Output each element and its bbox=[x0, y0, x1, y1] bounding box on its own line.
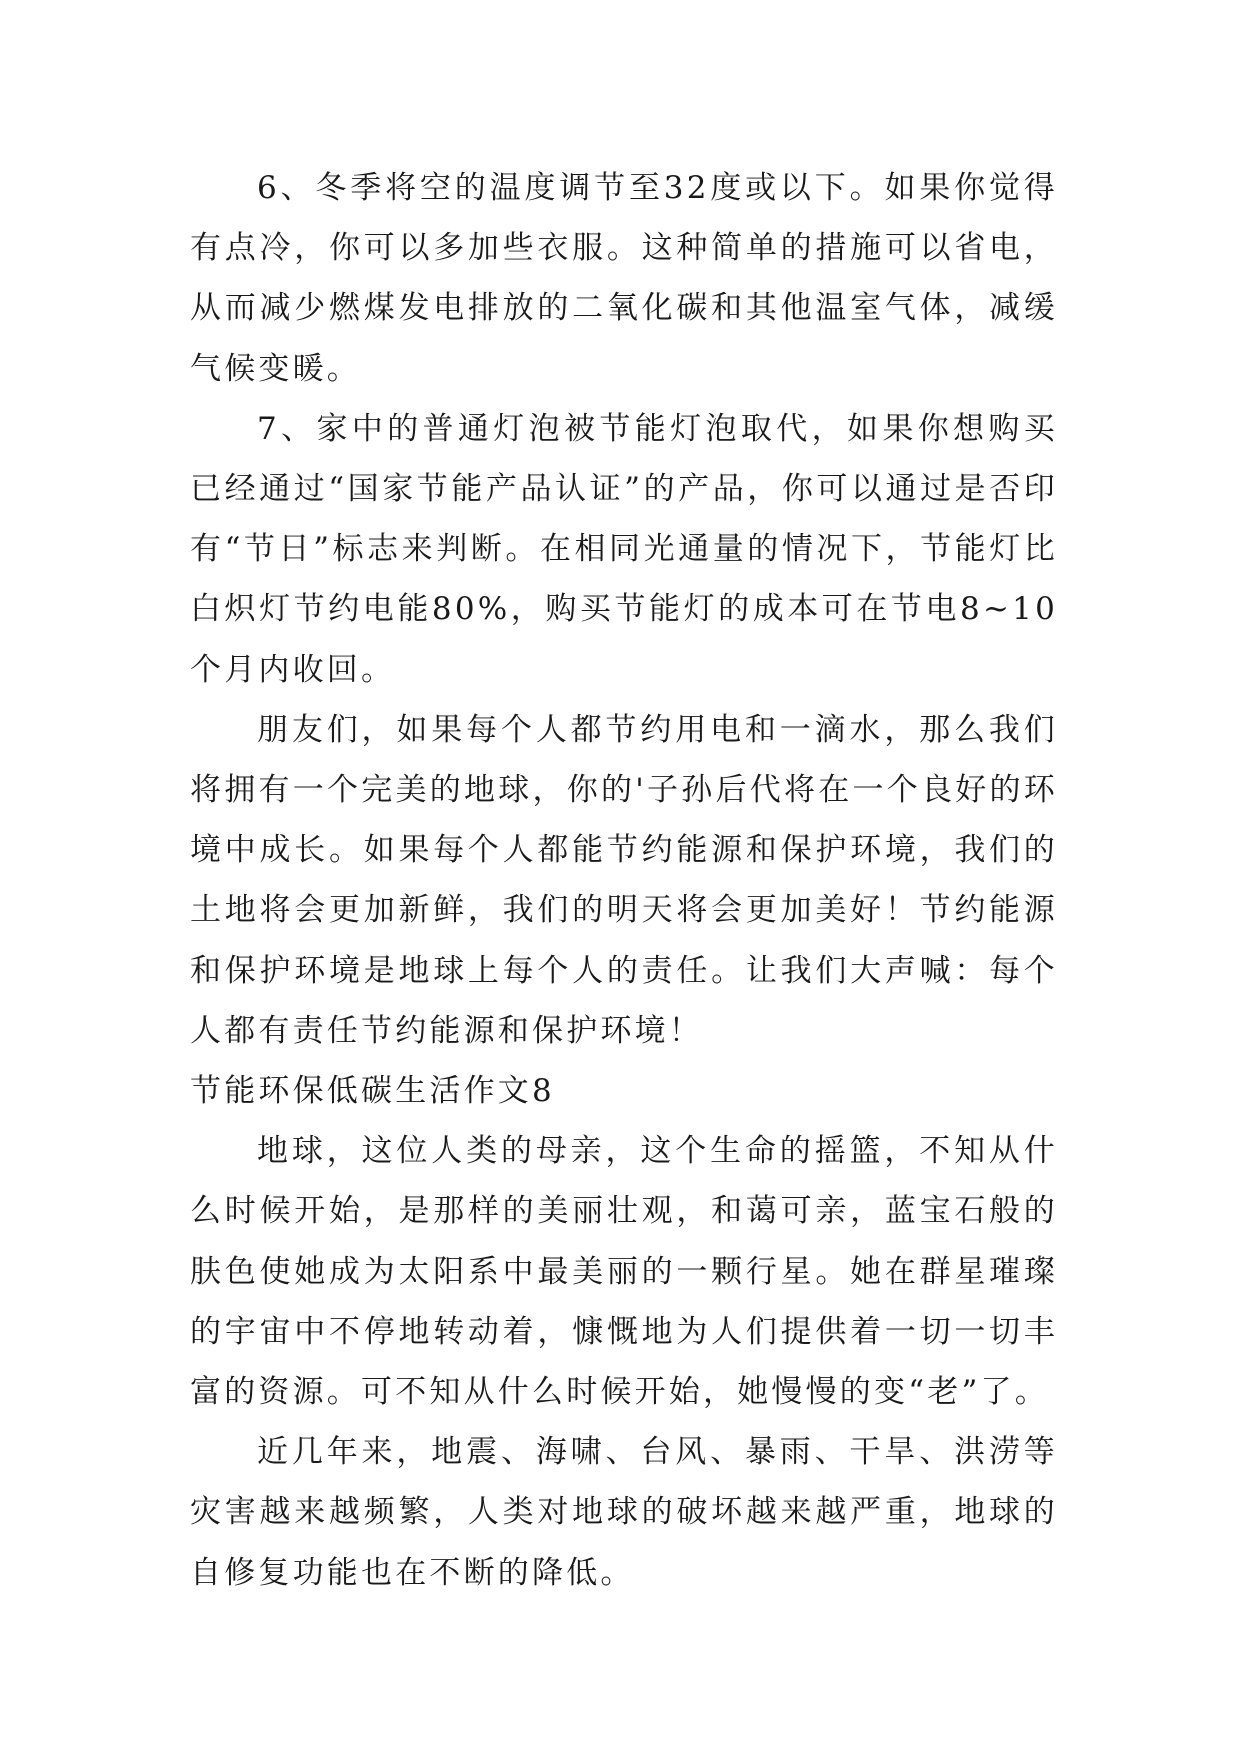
paragraph-earth-intro: 地球，这位人类的母亲，这个生命的摇篮，不知从什么时候开始，是那样的美丽壮观，和蔼可亲，蓝宝石般的肤色使她成为太阳系中最美丽的一颗行星。她在群星璀璨的宇宙中不停地转动着，慷慨地为人们提供着一切一切丰富的资源。可不知从什么时候开始，她慢慢的变“老”了。 bbox=[190, 1133, 1058, 1411]
paragraph-disasters: 近几年来，地震、海啸、台风、暴雨、干旱、洪涝等灾害越来越频繁，人类对地球的破坏越来越严重，地球的自修复功能也在不断的降低。 bbox=[190, 1434, 1058, 1591]
paragraph-appeal: 朋友们，如果每个人都节约用电和一滴水，那么我们将拥有一个完美的地球，你的'子孙后代将在一个良好的环境中成长。如果每个人都能节约能源和保护环境，我们的土地将会更加新鲜，我们的明天将会更加美好！节约能源和保护环境是地球上每个人的责任。让我们大声喊：每个人都有责任节约能源和保护环境！ bbox=[190, 711, 1058, 1049]
document-page bbox=[190, 158, 1058, 1603]
paragraph-tip-6: 6、冬季将空的温度调节至32度或以下。如果你觉得有点冷，你可以多加些衣服。这种简单的措施可以省电，从而减少燃煤发电排放的二氧化碳和其他温室气体，减缓气候变暖。 bbox=[190, 170, 1058, 387]
section-title: 节能环保低碳生活作文8 bbox=[190, 1073, 555, 1110]
paragraph-tip-7: 7、家中的普通灯泡被节能灯泡取代，如果你想购买已经通过“国家节能产品认证”的产品，你可以通过是否印有“节日”标志来判断。在相同光通量的情况下，节能灯比白炽灯节约电能80%，购买节能灯的成本可在节电8~10个月内收回。 bbox=[190, 410, 1058, 688]
